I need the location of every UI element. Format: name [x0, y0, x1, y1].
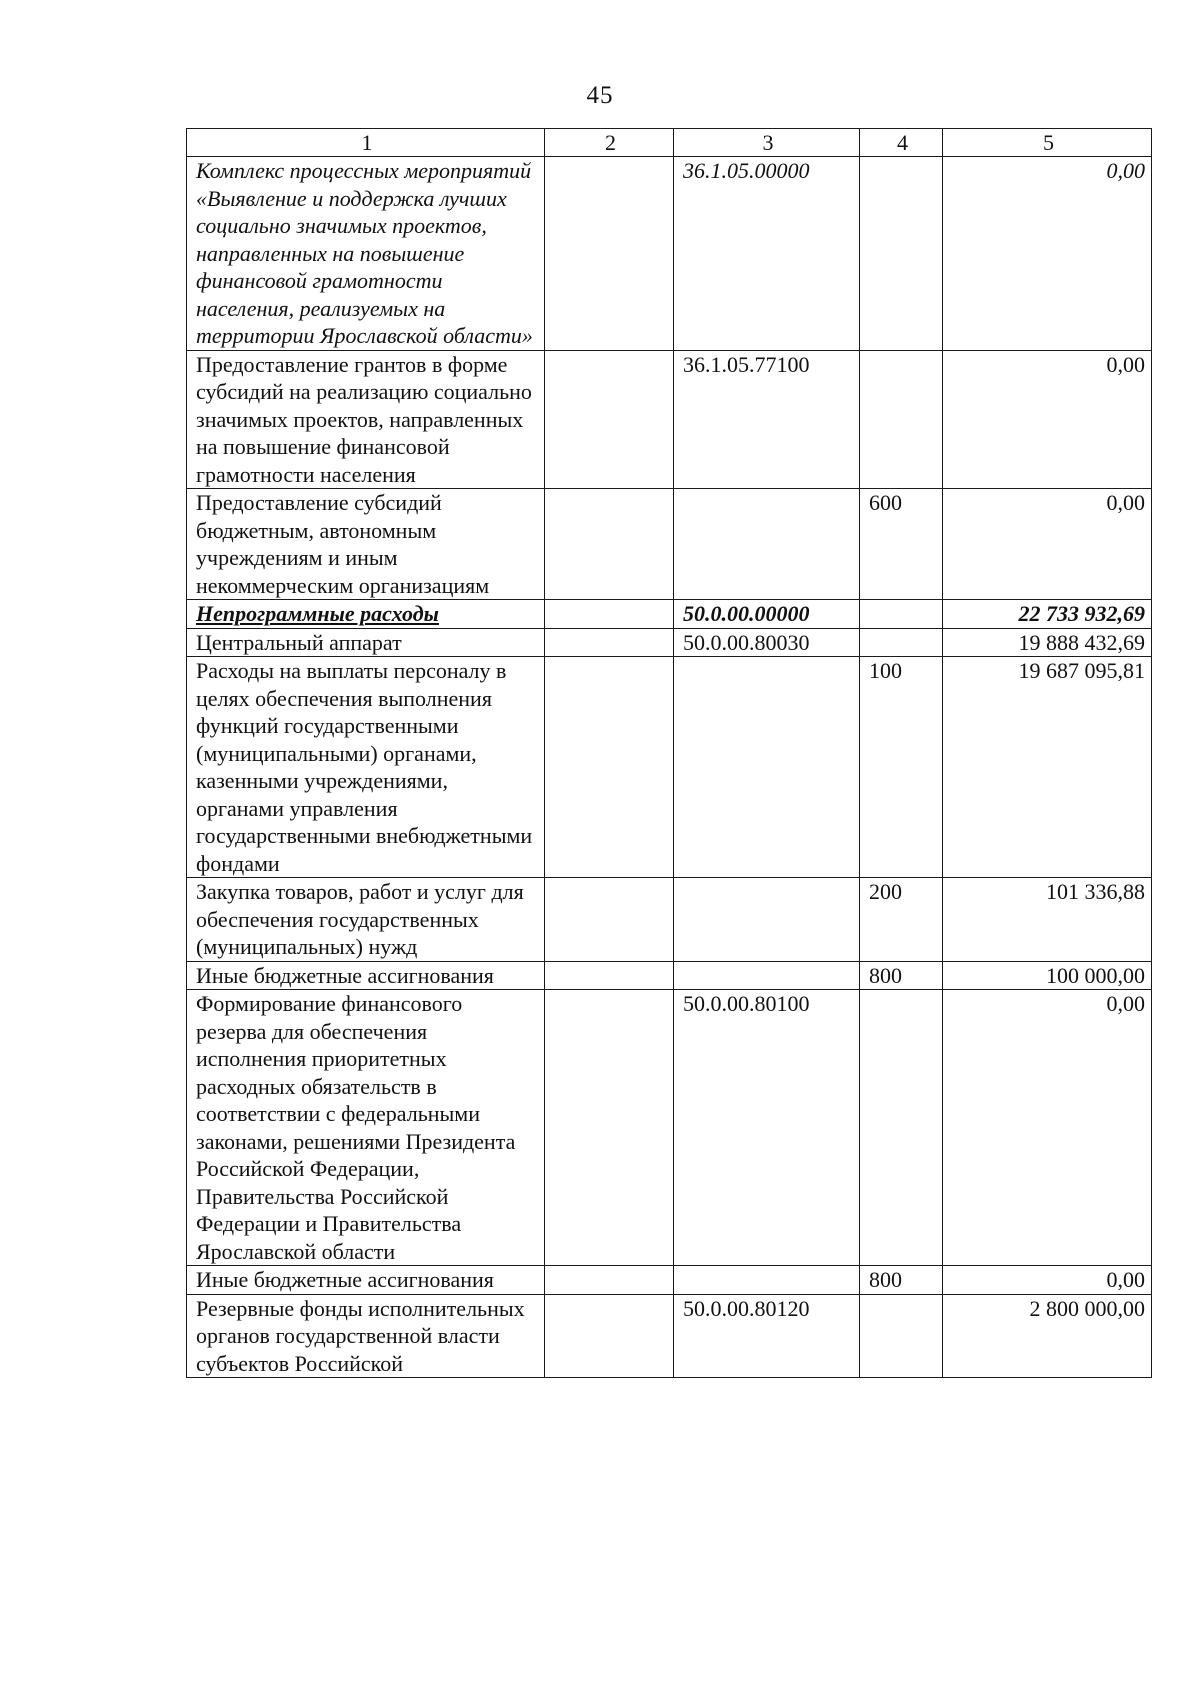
row-col2-cell: [545, 489, 674, 600]
row-name-text: Формирование финансового резерва для обеспечения исполнения приоритетных расходных обязательств в соответствии с федеральными законами, решениями Президента Российской Федерации, Правительства Российской Федерации и Правительства Ярославской области: [196, 991, 516, 1264]
row-amount-cell: 0,00: [943, 990, 1152, 1266]
row-name-text: Комплекс процессных мероприятий «Выявление и поддержка лучших социально значимых проектов, направленных на повышение финансовой грамотности населения, реализуемых на территории Ярославской области»: [196, 158, 533, 348]
row-code-cell: 50.0.00.80100: [674, 990, 860, 1266]
row-name-cell: [187, 600, 545, 629]
row-name-text: Предоставление грантов в форме субсидий на реализацию социально значимых проектов, направленных на повышение финансовой грамотности населения: [196, 351, 532, 487]
table-header-row: [187, 129, 1152, 157]
table-row: [187, 157, 1152, 351]
row-name-cell: [187, 628, 545, 657]
row-col2-cell: [545, 600, 674, 629]
row-col2-cell: [545, 350, 674, 489]
row-col2-cell: [545, 878, 674, 962]
row-col2-cell: [545, 1294, 674, 1378]
row-name-text: Иные бюджетные ассигнования: [196, 962, 494, 988]
page-number: 45: [586, 82, 614, 109]
table-row: [187, 990, 1152, 1266]
row-amount-cell: 19 687 095,81: [943, 657, 1152, 878]
row-code-cell: [674, 489, 860, 600]
row-name-cell: [187, 878, 545, 962]
row-amount-cell: 0,00: [943, 350, 1152, 489]
row-amount-cell: 0,00: [943, 157, 1152, 351]
header-cell-3: 3: [674, 129, 860, 157]
row-type-cell: [860, 1294, 943, 1378]
row-type-cell: 800: [860, 961, 943, 990]
budget-table-body: [187, 129, 1152, 1378]
row-col2-cell: [545, 628, 674, 657]
header-cell-1: 1: [187, 129, 545, 157]
row-type-cell: [860, 628, 943, 657]
row-name-text: Расходы на выплаты персоналу в целях обеспечения выполнения функций государственными (муниципальными) органами, казенными учреждениями, органами управления государственными внебюджетными фондами: [196, 658, 533, 876]
row-col2-cell: [545, 657, 674, 878]
row-amount-cell: 2 800 000,00: [943, 1294, 1152, 1378]
row-col2-cell: [545, 157, 674, 351]
row-amount-cell: 22 733 932,69: [943, 600, 1152, 629]
table-row: [187, 600, 1152, 629]
row-type-cell: [860, 350, 943, 489]
row-name-text: Центральный аппарат: [196, 629, 402, 655]
row-name-cell: [187, 489, 545, 600]
row-code-cell: 50.0.00.80120: [674, 1294, 860, 1378]
row-name-cell: [187, 1294, 545, 1378]
header-cell-5: 5: [943, 129, 1152, 157]
row-code-cell: [674, 1266, 860, 1295]
row-name-text: Резервные фонды исполнительных органов государственной власти субъектов Российской: [196, 1295, 525, 1376]
row-amount-cell: 101 336,88: [943, 878, 1152, 962]
row-col2-cell: [545, 1266, 674, 1295]
header-cell-2: 2: [545, 129, 674, 157]
row-col2-cell: [545, 961, 674, 990]
row-col2-cell: [545, 990, 674, 1266]
row-code-cell: 50.0.00.80030: [674, 628, 860, 657]
table-row: [187, 1266, 1152, 1295]
row-amount-cell: 0,00: [943, 489, 1152, 600]
row-code-cell: 50.0.00.00000: [674, 600, 860, 629]
row-type-cell: 100: [860, 657, 943, 878]
row-type-cell: 200: [860, 878, 943, 962]
row-code-cell: [674, 961, 860, 990]
table-row: [187, 350, 1152, 489]
header-cell-4: 4: [860, 129, 943, 157]
row-code-cell: [674, 657, 860, 878]
row-type-cell: 800: [860, 1266, 943, 1295]
row-name-cell: [187, 990, 545, 1266]
row-name-text: Предоставление субсидий бюджетным, автономным учреждениям и иным некоммерческим организациям: [196, 490, 490, 598]
row-type-cell: 600: [860, 489, 943, 600]
row-code-cell: 36.1.05.77100: [674, 350, 860, 489]
row-name-cell: [187, 657, 545, 878]
row-name-text: Непрограммные расходы: [196, 601, 439, 626]
row-amount-cell: 0,00: [943, 1266, 1152, 1295]
row-name-cell: [187, 961, 545, 990]
table-row: [187, 489, 1152, 600]
row-name-cell: [187, 350, 545, 489]
row-amount-cell: 19 888 432,69: [943, 628, 1152, 657]
row-type-cell: [860, 600, 943, 629]
table-row: [187, 657, 1152, 878]
row-type-cell: [860, 990, 943, 1266]
table-row: [187, 1294, 1152, 1378]
table-row: [187, 628, 1152, 657]
row-name-text: Иные бюджетные ассигнования: [196, 1267, 494, 1292]
row-name-text: Закупка товаров, работ и услуг для обеспечения государственных (муниципальных) нужд: [196, 879, 524, 959]
table-row: [187, 878, 1152, 962]
row-name-cell: [187, 157, 545, 351]
row-code-cell: [674, 878, 860, 962]
row-name-cell: [187, 1266, 545, 1295]
budget-table: [186, 128, 1152, 1378]
row-amount-cell: 100 000,00: [943, 961, 1152, 990]
row-code-cell: 36.1.05.00000: [674, 157, 860, 351]
row-type-cell: [860, 157, 943, 351]
table-row: [187, 961, 1152, 990]
